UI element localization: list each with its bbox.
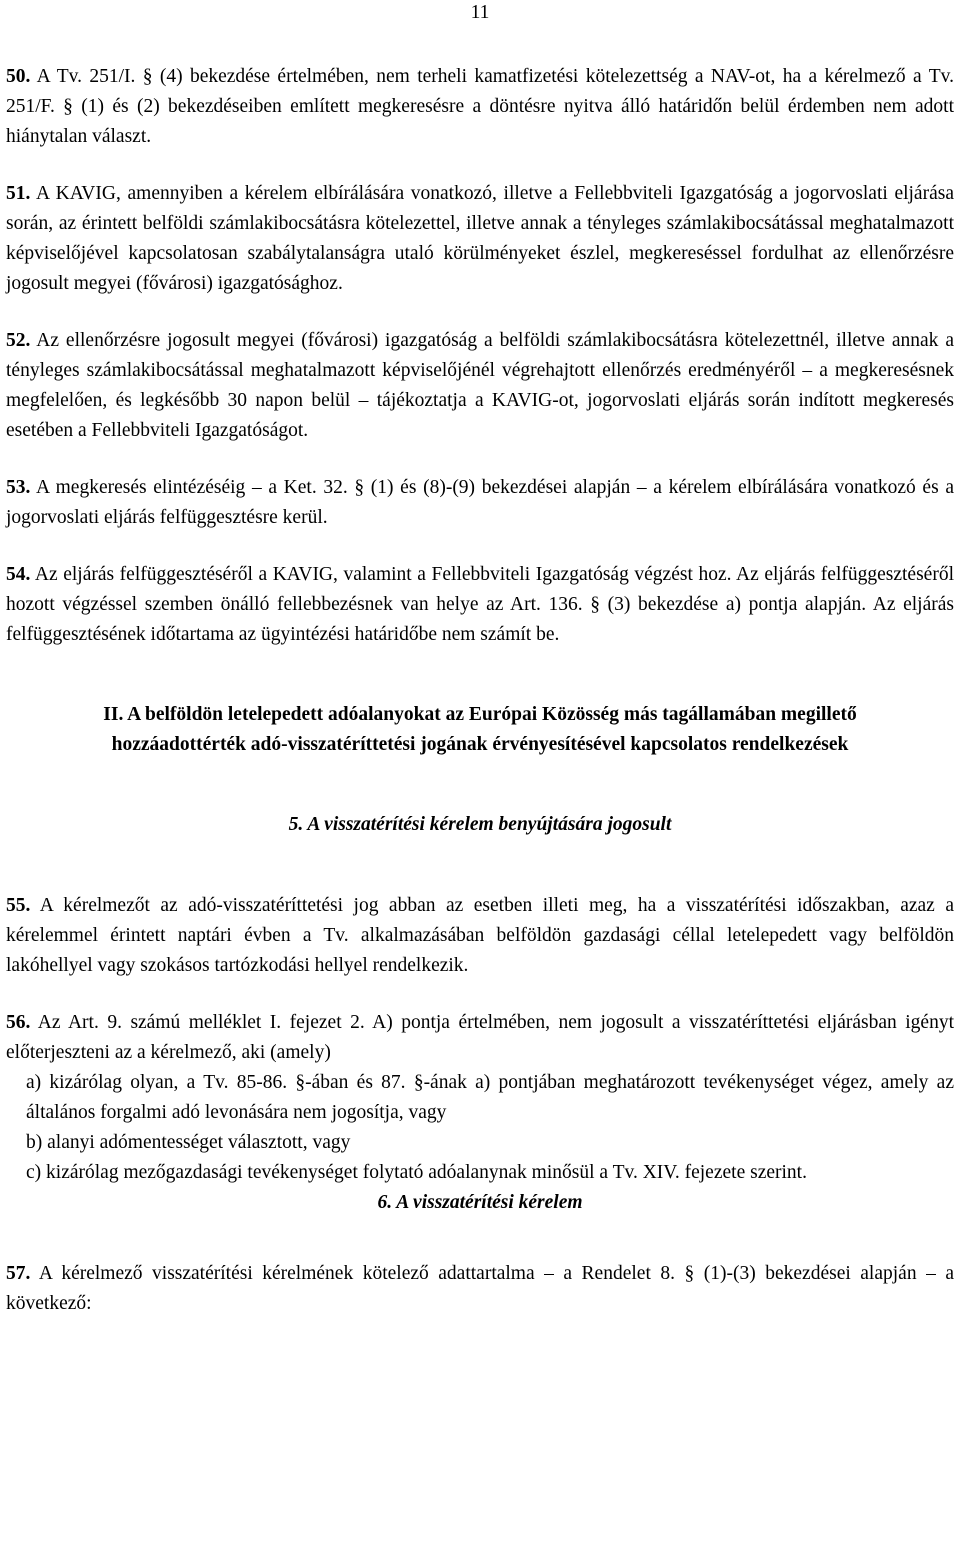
section-heading: II. A belföldön letelepedett adóalanyokat az Európai Közösség más tagállamában megillető hozzáadottérték adó-visszatéríttetési jogának érvényesítésével kapcsolatos rendelkezések (103, 704, 857, 755)
paragraph-57 (6, 1259, 954, 1319)
paragraph-number: 53. (6, 477, 31, 498)
paragraph-54 (6, 560, 954, 650)
subsection-heading-6: 6. A visszatérítési kérelem (377, 1192, 583, 1213)
paragraph-50 (6, 62, 954, 152)
paragraph-55 (6, 891, 954, 981)
paragraph-51 (6, 179, 954, 299)
list-item-b: b) alanyi adómentességet választott, vagy (26, 1132, 351, 1153)
paragraph-number: 51. (6, 183, 31, 204)
paragraph-text: Az ellenőrzésre jogosult megyei (fővárosi) igazgatóság a belföldi számlakibocsátásra kötelezettnél, illetve annak a tényleges számlakibocsátással meghatalmazott képviselőjénél végrehajtott ellenőrzés eredményéről – a megkeresésnek megfelelően, és legkésőbb 30 napon belül – tájékoztatja a KAVIG-ot, jogorvoslati eljárás során indított megkeresés esetében a Fellebbviteli Igazgatóságot. (6, 330, 954, 441)
paragraph-56 (6, 1008, 954, 1068)
paragraph-number: 57. (6, 1263, 31, 1284)
paragraph-number: 52. (6, 330, 31, 351)
paragraph-number: 54. (6, 564, 31, 585)
paragraph-text: Az Art. 9. számú melléklet I. fejezet 2. A) pontja értelmében, nem jogosult a visszatéríttetési eljárásban igényt előterjeszteni az a kérelmező, aki (amely) (6, 1012, 954, 1063)
page-number: 11 (470, 2, 490, 23)
paragraph-text: A megkeresés elintézéséig – a Ket. 32. § (1) és (8)-(9) bekezdései alapján – a kérelem elbírálására vonatkozó és a jogorvoslati eljárás felfüggesztésre kerül. (6, 477, 954, 528)
paragraph-text: A Tv. 251/I. § (4) bekezdése értelmében, nem terheli kamatfizetési kötelezettség a NAV-ot, ha a kérelmező a Tv. 251/F. § (1) és (2) bekezdéseiben említett megkeresésre a döntésre nyitva álló határidőn belül érdemben nem adott hiánytalan választ. (6, 66, 954, 147)
paragraph-53 (6, 473, 954, 533)
paragraph-number: 56. (6, 1012, 31, 1033)
paragraph-text: A KAVIG, amennyiben a kérelem elbírálására vonatkozó, illetve a Fellebbviteli Igazgatóság a jogorvoslati eljárása során, az érintett belföldi számlakibocsátásra kötelezettel, illetve annak a tényleges számlakibocsátással meghatalmazott képviselőjével kapcsolatosan szabálytalanságra utaló körülményeket észlel, megkereséssel fordulhat az ellenőrzésre jogosult megyei (fővárosi) igazgatósághoz. (6, 183, 954, 294)
document-body (6, 62, 954, 1319)
list-item-c: c) kizárólag mezőgazdasági tevékenységet folytató adóalanynak minősül a Tv. XIV. fejezete szerint. (26, 1162, 807, 1183)
paragraph-text: A kérelmező visszatérítési kérelmének kötelező adattartalma – a Rendelet 8. § (1)-(3) bekezdései alapján – a következő: (6, 1263, 954, 1314)
paragraph-52 (6, 326, 954, 446)
list-item-a: a) kizárólag olyan, a Tv. 85-86. §-ában és 87. §-ának a) pontjában meghatározott tevékenységet végez, amely az általános forgalmi adó levonására nem jogosítja, vagy (26, 1072, 954, 1123)
paragraph-text: Az eljárás felfüggesztéséről a KAVIG, valamint a Fellebbviteli Igazgatóság végzést hoz. Az eljárás felfüggesztéséről hozott végzéssel szemben önálló fellebbezésnek van helye az Art. 136. § (3) bekezdése a) pontja alapján. Az eljárás felfüggesztésének időtartama az ügyintézési határidőbe nem számít be. (6, 564, 954, 645)
paragraph-number: 50. (6, 66, 31, 87)
subsection-heading-5: 5. A visszatérítési kérelem benyújtására jogosult (288, 814, 672, 835)
paragraph-number: 55. (6, 895, 31, 916)
paragraph-text: A kérelmezőt az adó-visszatéríttetési jog abban az esetben illeti meg, ha a visszatérítési időszakban, azaz a kérelemmel érintett naptári évben a Tv. alkalmazásában belföldön gazdasági céllal letelepedett vagy belföldön lakóhellyel vagy szokásos tartózkodási hellyel rendelkezik. (6, 895, 954, 976)
